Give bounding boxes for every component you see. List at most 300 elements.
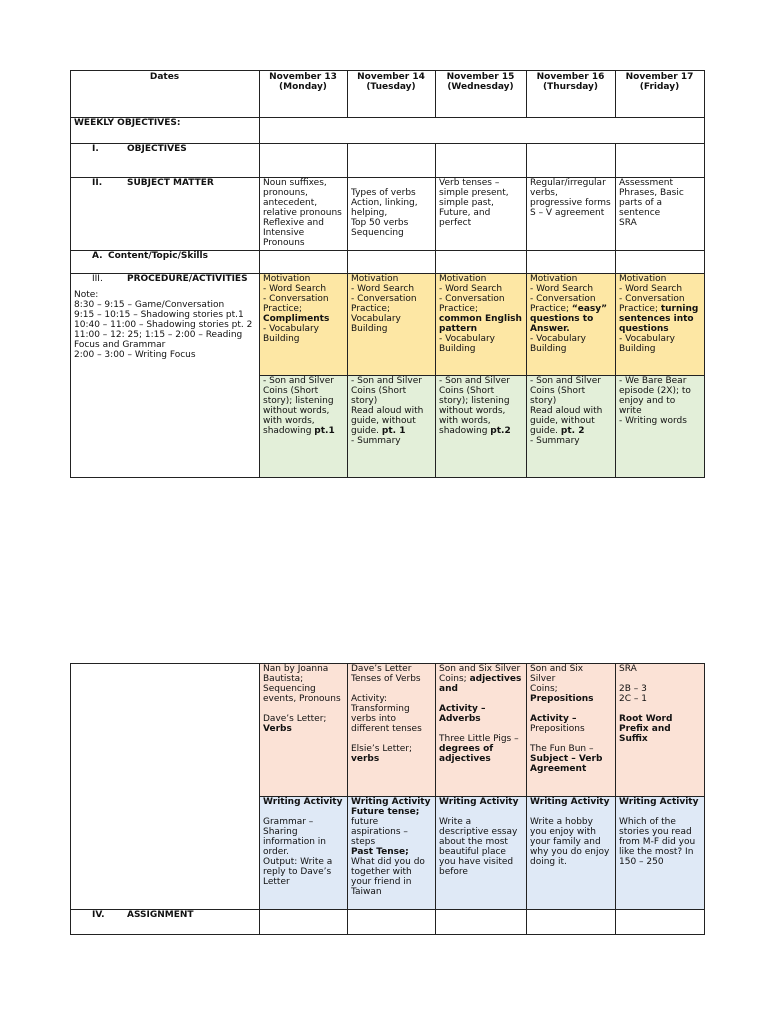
cell-text: guide. [530,426,561,436]
cell-text: The Fun Bun – [530,744,594,754]
table-rule [704,663,705,935]
table2-left-blank [70,663,259,909]
cell-line [351,284,431,294]
cell-line [530,294,611,304]
dates-header [70,70,259,117]
cell-line [619,837,700,847]
cell-line [263,664,343,674]
cell-line [530,376,611,386]
cell-line [263,704,343,714]
table-rule [347,143,348,478]
cell-text: Coins; [439,674,470,684]
table-rule [70,477,705,478]
cell-line [263,877,343,887]
cell-line [351,704,431,714]
cell-text: Coins (Short [263,386,319,396]
assignment-text: ASSIGNMENT [127,910,194,920]
cell-line [530,744,611,754]
day-name: (Monday) [279,82,327,92]
cell-text: enjoy and to [619,396,676,406]
table-rule [70,143,705,144]
cell-line [530,817,611,827]
cell-text: parts of a [619,198,663,208]
cell-text: Practice; [263,304,302,314]
roman-numeral: II. [92,178,103,188]
table-rule [70,934,705,935]
cell-line [439,386,522,396]
cell-text: Three Little Pigs – [439,734,519,744]
cell-line [439,304,522,314]
cell-text: - Word Search [619,284,683,294]
cell-text: Prepositions [530,724,585,734]
cell-text: Nan by Joanna [263,664,329,674]
cell-line [439,284,522,294]
cell-line [263,218,343,228]
cell-line [351,426,431,436]
cell-line [619,827,700,837]
note-line: Note: [74,290,99,300]
cell-text: Son and Six Silver [439,664,521,674]
story-cell-0 [259,375,347,477]
cell-text: story) [530,396,557,406]
cell-line [351,314,431,324]
table-rule [435,143,436,478]
cell-text: Building [439,344,476,354]
cell-line [619,734,700,744]
table-rule [615,663,616,935]
cell-line [351,218,431,228]
cell-line [351,198,431,208]
cell-line [351,436,431,446]
cell-text: Compliments [263,314,330,324]
cell-line [351,188,431,198]
cell-line [439,857,522,867]
cell-text: Writing Activity [263,797,343,807]
cell-text: - Word Search [439,284,503,294]
cell-text: Tenses of Verbs [351,674,421,684]
table-rule [435,70,436,118]
cell-line [619,208,700,218]
cell-line [351,867,431,877]
cell-line [530,426,611,436]
cell-text: Writing Activity [351,797,431,807]
day-name: (Tuesday) [366,82,416,92]
cell-text: What did you do [351,857,425,867]
cell-text: SRA [619,218,637,228]
cell-text: - Son and Silver [530,376,601,386]
day-name: (Friday) [639,82,680,92]
cell-line [530,188,611,198]
cell-line [263,674,343,684]
cell-text: sentences into [619,314,694,324]
cell-line [530,386,611,396]
cell-text: Root Word [619,714,673,724]
cell-line [439,178,522,188]
cell-text: Subject – Verb [530,754,603,764]
cell-line [530,436,611,446]
cell-line [263,238,343,248]
table-rule [526,70,527,118]
cell-line [619,284,700,294]
cell-line [619,334,700,344]
cell-line [351,817,431,827]
cell-text: Types of verbs [351,188,416,198]
cell-text: helping, [351,208,388,218]
cell-line [439,294,522,304]
table-rule [70,250,705,251]
cell-line [530,807,611,817]
roman-numeral: III. [92,274,103,284]
cell-line [619,396,700,406]
cell-text: Building [351,324,388,334]
cell-text: Motivation [530,274,578,284]
cell-text: - We Bare Bear [619,376,687,386]
cell-text: verbs into [351,714,397,724]
cell-line [530,406,611,416]
story-cell-4 [615,375,704,477]
cell-text: 150 – 250 [619,857,664,867]
cell-line [530,314,611,324]
cell-line [439,218,522,228]
writing-cell-3 [526,796,615,909]
cell-line [351,324,431,334]
cell-text: Activity: [351,694,388,704]
cell-line [351,294,431,304]
cell-line [263,817,343,827]
cell-text: from M-F did you [619,837,696,847]
note-line: 9:15 – 10:15 – Shadowing stories pt.1 [74,310,244,320]
cell-line [263,396,343,406]
subject-matter-text: SUBJECT MATTER [127,178,214,188]
cell-text: Suffix [619,734,648,744]
cell-text: with words, [263,416,315,426]
cell-text: Coins (Short [439,386,495,396]
cell-line [351,304,431,314]
cell-line [530,754,611,764]
cell-line [530,797,611,807]
cell-text: - Vocabulary [439,334,495,344]
table-rule [259,70,260,478]
cell-text: guide, without [530,416,595,426]
cell-line [619,198,700,208]
day-date: November 13 [269,72,337,82]
table-rule [70,663,705,664]
subject-matter-cell-0 [259,177,347,250]
day-date: November 16 [536,72,605,82]
table-rule [615,70,616,118]
cell-line [619,674,700,684]
cell-line [263,797,343,807]
day-date: November 17 [625,72,694,82]
table-rule [615,143,616,478]
cell-text: - Conversation [351,294,417,304]
writing-cell-4 [615,796,704,909]
cell-line [351,416,431,426]
dates-label: Dates [149,72,180,82]
cell-line [351,684,431,694]
cell-text: Write a hobby [530,817,593,827]
cell-text: perfect [439,218,472,228]
cell-line [351,877,431,887]
cell-text-bold: adjectives [469,674,522,684]
cell-text: Practice; [619,304,661,314]
table-rule [704,70,705,478]
reading-cell-2 [435,663,526,796]
cell-line [530,734,611,744]
cell-line [439,684,522,694]
cell-line [351,807,431,817]
cell-line [619,188,700,198]
cell-line [351,386,431,396]
cell-text: Coins (Short [530,386,586,396]
cell-line [619,304,700,314]
table-rule [435,663,436,935]
cell-text: like the most? In [619,847,694,857]
cell-line [530,208,611,218]
cell-text: Writing Activity [439,797,519,807]
cell-line [619,178,700,188]
cell-line [619,274,700,284]
cell-line [439,744,522,754]
cell-line [263,304,343,314]
cell-text: Grammar – [263,817,314,827]
cell-line [351,664,431,674]
writing-cell-2 [435,796,526,909]
cell-line [263,284,343,294]
cell-line [263,274,343,284]
cell-text: - Summary [530,436,580,446]
cell-text: degrees of [439,744,494,754]
content-topic-text: Content/Topic/Skills [108,251,208,261]
cell-line [439,797,522,807]
subject-matter-cell-1 [347,177,435,250]
cell-line [530,684,611,694]
cell-text: - Conversation [530,294,596,304]
cell-text: your friend in [351,877,412,887]
cell-line [439,694,522,704]
cell-text: Past Tense; [351,847,409,857]
cell-text: Practice; [530,304,572,314]
cell-line [619,218,700,228]
cell-text: Transforming [351,704,410,714]
cell-text: - Son and Silver [439,376,510,386]
reading-cell-4 [615,663,704,796]
cell-text: Coins (Short [351,386,407,396]
table-rule [526,663,527,935]
cell-line [619,807,700,817]
cell-text: stories you read [619,827,692,837]
cell-line [619,664,700,674]
cell-line [263,376,343,386]
cell-text: Bautista; [263,674,304,684]
cell-text: story); listening [439,396,510,406]
cell-text: doing it. [530,857,567,867]
cell-line [530,714,611,724]
cell-text: - Word Search [351,284,415,294]
cell-text: episode (2X); to [619,386,691,396]
cell-line [439,274,522,284]
cell-line [439,314,522,324]
cell-line [619,694,700,704]
cell-text: Vocabulary [351,314,401,324]
cell-text: Which of the [619,817,676,827]
subject-matter-cell-4 [615,177,704,250]
day-header-3 [526,70,615,117]
roman-numeral: IV. [92,910,105,920]
cell-line [619,684,700,694]
cell-text: Building [619,344,656,354]
cell-text: Building [530,344,567,354]
objectives-label [70,143,259,177]
cell-line [263,178,343,188]
cell-text-bold: pt.1 [314,426,335,436]
cell-line [439,827,522,837]
cell-line [619,376,700,386]
cell-line [351,274,431,284]
cell-text: Read aloud with [530,406,603,416]
cell-text: Verb tenses – [439,178,500,188]
cell-line [263,714,343,724]
day-header-0 [259,70,347,117]
motivation-cell-2 [435,273,526,375]
writing-cell-0 [259,796,347,909]
motivation-cell-4 [615,273,704,375]
cell-text: - Writing words [619,416,687,426]
cell-text: Activity – [439,704,486,714]
cell-text: Prepositions [530,694,594,704]
day-header-4 [615,70,704,117]
cell-text: Sharing [263,827,298,837]
cell-line [263,324,343,334]
cell-text: Answer. [530,324,570,334]
cell-text: story); listening [263,396,334,406]
cell-line [351,734,431,744]
table-rule [526,143,527,478]
cell-text: Phrases, Basic [619,188,684,198]
cell-text: 2B – 3 [619,684,647,694]
cell-text: descriptive essay [439,827,518,837]
cell-text: Verbs [263,724,292,734]
cell-text-bold: turning [660,304,699,314]
cell-line [439,837,522,847]
cell-line [351,674,431,684]
cell-text-bold: pt. 1 [381,426,406,436]
cell-text: Building [263,334,300,344]
cell-text: together with [351,867,412,877]
weekly-objectives-label [70,117,259,143]
cell-text-bold: “easy” [571,304,608,314]
subject-matter-cell-2 [435,177,526,250]
cell-line [351,376,431,386]
cell-text: Prefix and [619,724,671,734]
cell-line [530,284,611,294]
reading-cell-3 [526,663,615,796]
cell-line [619,406,700,416]
cell-text: Output: Write a [263,857,333,867]
cell-text: with words, [439,416,491,426]
table-rule [259,663,260,935]
cell-text: Read aloud with [351,406,424,416]
table-rule [347,70,348,118]
table-rule [259,796,705,797]
cell-text: Future, and [439,208,491,218]
cell-text: - Vocabulary [619,334,675,344]
day-header-2 [435,70,526,117]
story-cell-1 [347,375,435,477]
cell-line [351,754,431,764]
cell-line [439,324,522,334]
cell-line [263,837,343,847]
table-rule [347,663,348,935]
cell-text: events, Pronouns [263,694,341,704]
cell-line [263,724,343,734]
cell-line [351,847,431,857]
day-name: (Thursday) [542,82,599,92]
cell-text: verbs [351,754,380,764]
cell-text: Taiwan [351,887,382,897]
cell-line [263,684,343,694]
cell-line [263,294,343,304]
motivation-cell-3 [526,273,615,375]
procedure-text: PROCEDURE/ACTIVITIES [127,274,248,284]
cell-line [263,827,343,837]
day-date: November 14 [357,72,425,82]
cell-line [263,867,343,877]
cell-line [530,704,611,714]
cell-text: Agreement [530,764,587,774]
cell-line [619,847,700,857]
cell-text: Elsie’s Letter; [351,744,413,754]
motivation-cell-1 [347,273,435,375]
cell-text: pronouns, [263,188,308,198]
cell-line [619,324,700,334]
cell-line [263,386,343,396]
cell-text: Write a [439,817,472,827]
cell-line [263,807,343,817]
section-letter: A. [92,251,103,261]
writing-cell-1 [347,796,435,909]
weekly-objectives-text: WEEKLY OBJECTIVES: [74,118,181,128]
table-rule [70,177,705,178]
cell-text: common English [439,314,522,324]
cell-text: 2C – 1 [619,694,647,704]
cell-line [351,714,431,724]
cell-line [530,694,611,704]
cell-line [263,406,343,416]
cell-text: Noun suffixes, [263,178,327,188]
cell-text: steps [351,837,376,847]
motivation-cell-0 [259,273,347,375]
cell-text: you have visited [439,857,514,867]
cell-line [530,847,611,857]
cell-text: progressive forms [530,198,611,208]
cell-text: Reflexive and [263,218,324,228]
cell-text: story) [351,396,378,406]
cell-text: different tenses [351,724,422,734]
cell-text: Sequencing [263,684,316,694]
subject-matter-cell-3 [526,177,615,250]
cell-text: why you do enjoy [530,847,610,857]
cell-text: relative pronouns [263,208,342,218]
cell-text: Action, linking, [351,198,418,208]
roman-numeral: I. [92,144,99,154]
cell-line [530,334,611,344]
reading-cell-1 [347,663,435,796]
cell-line [439,334,522,344]
cell-line [439,664,522,674]
cell-text-bold: pt. 2 [560,426,585,436]
note-line: 8:30 – 9:15 – Game/Conversation [74,300,225,310]
